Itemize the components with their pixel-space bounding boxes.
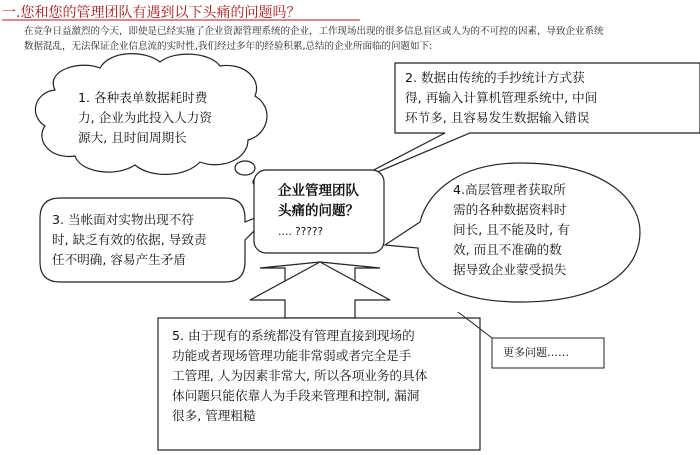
page-title: 一.您和您的管理团队有遇到以下头痛的问题吗？ (2, 5, 301, 21)
problem-4-line: 据导致企业蒙受损失 (453, 262, 567, 277)
problem-4-line: 效, 而且不准确的数 (453, 242, 562, 257)
center-title-line: 头痛的问题？ (278, 203, 359, 219)
problem-5-line: 体问题只能依靠人为手段来管理和控制, 漏洞 (172, 388, 420, 403)
problem-3-line: 时, 缺乏有效的依据, 导致责 (52, 232, 207, 247)
more-problems-label: 更多问题…… (503, 346, 569, 359)
problem-5-line: 很多, 管理粗糙 (172, 408, 256, 423)
problem-2-line: 得, 再输入计算机管理系统中, 中间 (405, 90, 598, 105)
problem-2-text (405, 68, 695, 128)
center-title-line: 企业管理团队 (278, 183, 359, 199)
problem-2-line: 2. 数据由传统的手抄统计方式获 (405, 70, 585, 85)
problem-1-text (78, 88, 212, 148)
problem-1-line: 源大, 且时间周期长 (78, 130, 187, 145)
intro-line: 数据混乱，无法保证企业信息流的实时性,我们经过多年的经验积累,总结的企业所面临的问题如下: (24, 41, 433, 52)
problem-5-line: 工管理, 人为因素非常大, 所以各项业务的具体 (172, 368, 428, 383)
center-text (278, 181, 359, 239)
problem-3-line: 3. 当帐面对实物出现不符 (52, 212, 194, 227)
problem-5-text (172, 326, 427, 426)
problem-5-line: 5. 由于现有的系统都没有管理直接到现场的 (172, 328, 415, 343)
problem-5-line: 功能或者现场管理功能非常弱或者完全是手 (172, 348, 412, 363)
problem-3-text (52, 210, 207, 270)
problem-1-line: 力, 企业为此投入人力资 (78, 110, 212, 125)
problem-3-line: 任不明确, 容易产生矛盾 (52, 252, 186, 267)
problem-1-line: 1. 各种表单数据耗时费 (78, 90, 208, 105)
problem-2-line: 环节多, 且容易发生数据输入错误 (405, 110, 590, 125)
problem-4-line: 需的各种数据资料时 (453, 202, 567, 217)
intro-line: 在竞争日益激烈的今天，即使是已经实施了企业资源管理系统的企业，工作现场出现的很多信息盲区或人为的不可控的因素，导致企业系统 (24, 26, 604, 37)
problem-4-text (453, 180, 570, 280)
arrow-up-head (250, 262, 390, 318)
problem-4-line: 间长, 且不能及时, 有 (453, 222, 570, 237)
problem-4-line: 4.高层管理者获取所 (453, 182, 566, 197)
center-subtext: …. ????? (278, 226, 324, 238)
